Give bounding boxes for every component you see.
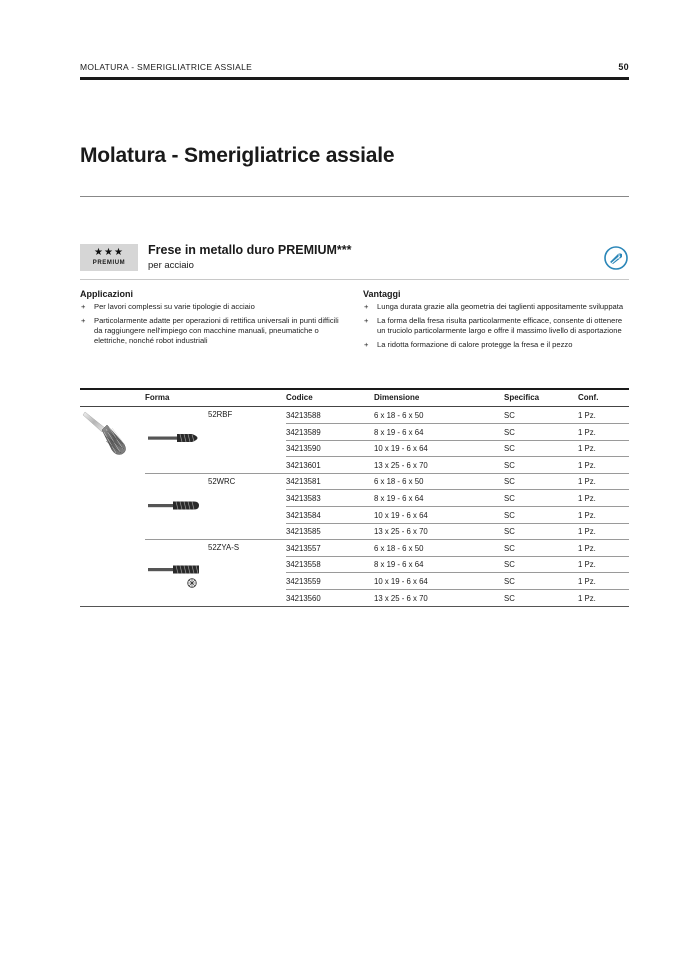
- cell-codice: 34213590: [286, 444, 321, 454]
- table-row: [80, 457, 629, 474]
- cell-dimensione: 8 x 19 - 6 x 64: [374, 427, 424, 437]
- cell-dimensione: 8 x 19 - 6 x 64: [374, 560, 424, 570]
- cell-specifica: SC: [504, 460, 515, 470]
- cell-specifica: SC: [504, 494, 515, 503]
- cell-dimensione: 13 x 25 - 6 x 70: [374, 527, 428, 537]
- badge-label: PREMIUM: [92, 260, 126, 266]
- cell-specifica: SC: [504, 411, 515, 420]
- cell-conf: 1 Pz.: [578, 527, 596, 537]
- cell-conf: 1 Pz.: [578, 411, 596, 420]
- cell-conf: 1 Pz.: [578, 444, 596, 454]
- cell-specifica: SC: [504, 527, 515, 537]
- product-divider: [80, 279, 629, 280]
- cell-conf: 1 Pz.: [578, 510, 596, 520]
- table-bottom-rule: [80, 606, 629, 607]
- table-row: [80, 590, 629, 607]
- cell-conf: 1 Pz.: [578, 460, 596, 470]
- premium-badge: [80, 244, 138, 271]
- cell-conf: 1 Pz.: [578, 560, 596, 570]
- title-divider: [80, 196, 629, 197]
- table-row: [80, 507, 629, 524]
- column-header-forma: Forma: [145, 393, 170, 402]
- cell-codice: 34213559: [286, 577, 321, 586]
- cell-specifica: SC: [504, 577, 515, 586]
- cell-codice: 34213588: [286, 411, 321, 420]
- table-row: [80, 490, 629, 507]
- column-header-specifica: Specifica: [504, 393, 540, 402]
- table-row: [80, 424, 629, 441]
- column-header-codice: Codice: [286, 393, 313, 402]
- cell-conf: 1 Pz.: [578, 427, 596, 437]
- cell-codice: 34213557: [286, 543, 321, 553]
- table-top-rule: [80, 388, 629, 390]
- table-row: [80, 556, 629, 573]
- advantages-item: + La ridotta formazione di calore protegge la fresa e il pezzo: [363, 340, 629, 350]
- running-header: [80, 62, 629, 74]
- cell-conf: 1 Pz.: [578, 543, 596, 553]
- cell-dimensione: 13 x 25 - 6 x 70: [374, 460, 428, 470]
- cell-codice: 34213585: [286, 527, 321, 537]
- page-number: 50: [618, 62, 629, 72]
- cell-codice: 34213558: [286, 560, 321, 570]
- cell-dimensione: 6 x 18 - 6 x 50: [374, 477, 424, 487]
- cell-conf: 1 Pz.: [578, 593, 596, 603]
- cell-specifica: SC: [504, 560, 515, 570]
- advantages-item: + La forma della fresa risulta particolarmente efficace, consente di ottenere un truciolo particolarmente largo e offre il massimo livello di asportazione: [363, 316, 629, 336]
- cell-conf: 1 Pz.: [578, 494, 596, 503]
- applications-heading: Applicazioni: [80, 289, 134, 299]
- cell-codice: 34213601: [286, 460, 321, 470]
- type-code-52zya-s: 52ZYA-S: [208, 543, 240, 552]
- applications-list: [80, 302, 346, 350]
- table-row: [80, 407, 629, 424]
- header-rule: [80, 77, 629, 80]
- cell-dimensione: 6 x 18 - 6 x 50: [374, 543, 424, 553]
- cell-specifica: SC: [504, 510, 515, 520]
- running-header-section: MOLATURA - SMERIGLIATRICE ASSIALE: [80, 62, 253, 72]
- cell-dimensione: 10 x 19 - 6 x 64: [374, 510, 428, 520]
- cell-specifica: SC: [504, 427, 515, 437]
- cell-dimensione: 6 x 18 - 6 x 50: [374, 411, 424, 420]
- badge-stars: ★★★: [94, 247, 124, 258]
- page-title: Molatura - Smerigliatrice assiale: [80, 144, 395, 167]
- cell-codice: 34213583: [286, 494, 321, 503]
- applications-item: + Particolarmente adatte per operazioni di rettifica universali in punti difficili da raggiungere nell'impiego con macchine manuali, pneumatiche o elettriche, nonché robot industriali: [80, 316, 346, 346]
- cell-conf: 1 Pz.: [578, 577, 596, 586]
- cell-codice: 34213581: [286, 477, 321, 487]
- cell-codice: 34213560: [286, 593, 321, 603]
- cell-dimensione: 10 x 19 - 6 x 64: [374, 444, 428, 454]
- table-row: [80, 440, 629, 457]
- cell-specifica: SC: [504, 543, 515, 553]
- advantages-heading: Vantaggi: [363, 289, 401, 299]
- cell-dimensione: 8 x 19 - 6 x 64: [374, 494, 424, 503]
- advantages-list: [363, 302, 629, 354]
- cell-specifica: SC: [504, 444, 515, 454]
- cell-dimensione: 13 x 25 - 6 x 70: [374, 593, 428, 603]
- column-header-conf: Conf.: [578, 393, 599, 402]
- type-code-52rbf: 52RBF: [208, 410, 233, 419]
- cell-dimensione: 10 x 19 - 6 x 64: [374, 577, 428, 586]
- applications-item: + Per lavori complessi su varie tipologie di acciaio: [80, 302, 346, 312]
- table-row: [80, 540, 629, 557]
- cell-codice: 34213584: [286, 510, 321, 520]
- cell-specifica: SC: [504, 593, 515, 603]
- table-row: [80, 573, 629, 590]
- table-row: [80, 523, 629, 540]
- type-code-52wrc: 52WRC: [208, 477, 236, 486]
- product-subtitle: per acciaio: [148, 260, 194, 271]
- cell-codice: 34213589: [286, 427, 321, 437]
- cell-conf: 1 Pz.: [578, 477, 596, 487]
- advantages-item: + Lunga durata grazie alla geometria dei taglienti appositamente sviluppata: [363, 302, 629, 312]
- column-header-dimensione: Dimensione: [374, 393, 420, 402]
- product-title: Frese in metallo duro PREMIUM***: [148, 243, 352, 257]
- table-row: [80, 473, 629, 490]
- cell-specifica: SC: [504, 477, 515, 487]
- steel-beam-icon: [604, 246, 628, 270]
